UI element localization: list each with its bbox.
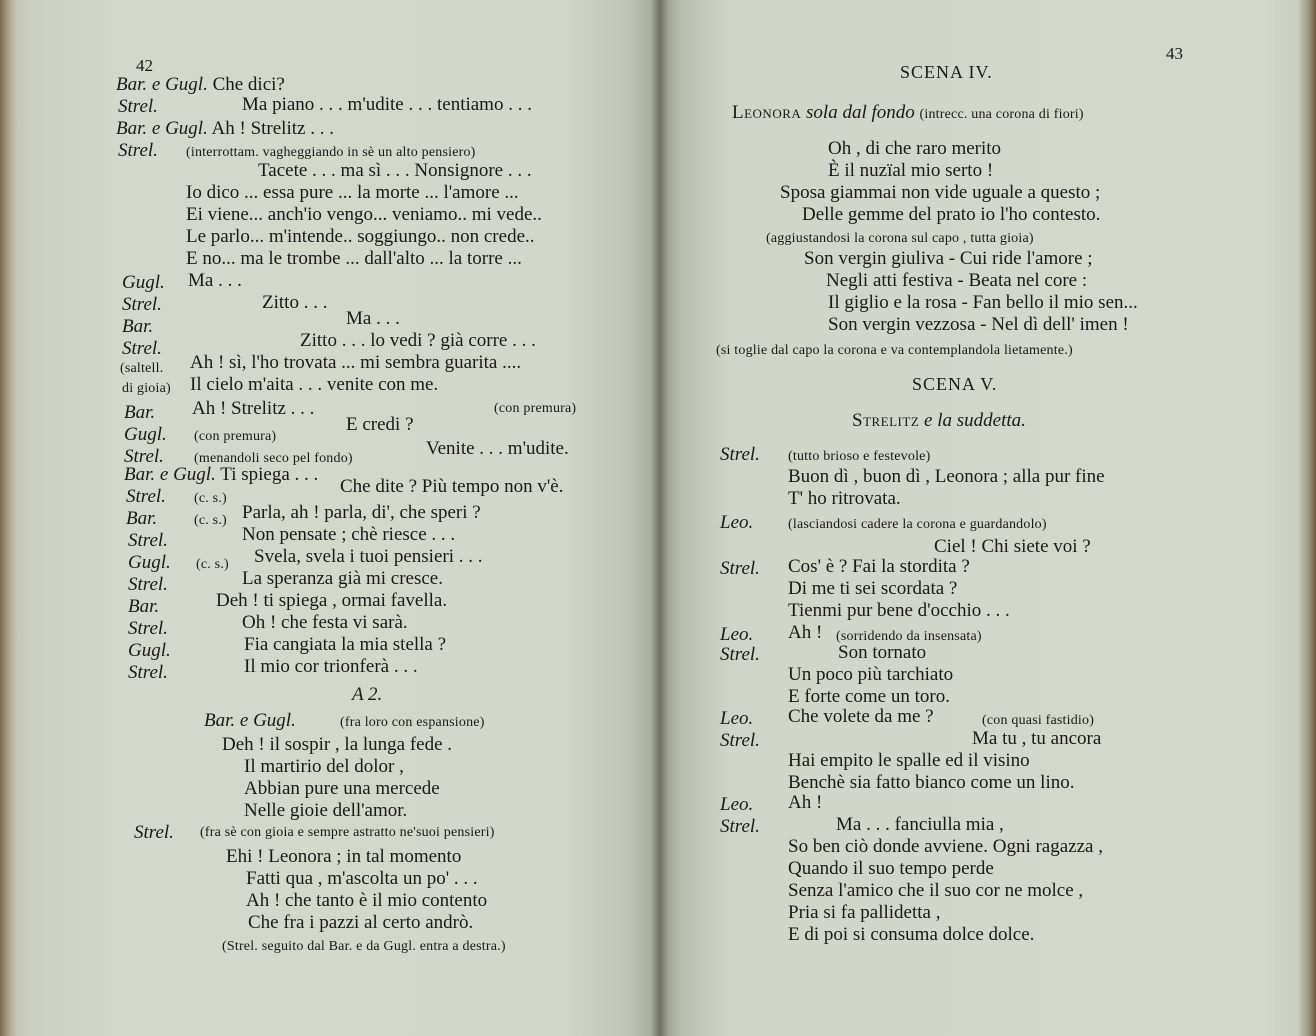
stage-direction: (c. s.) <box>194 491 227 506</box>
speaker: Bar. <box>128 596 160 617</box>
line-text: Son vergin vezzosa - Nel dì dell' imen ! <box>828 314 1129 335</box>
line-text: Che dici? <box>212 74 285 95</box>
line-text: Ma . . . <box>188 270 242 291</box>
line-text: Ehi ! Leonora ; in tal momento <box>226 846 462 867</box>
stage-direction: (sorridendo da insensata) <box>836 629 982 644</box>
line-text: Oh ! che festa vi sarà. <box>242 612 408 633</box>
line-text: Buon dì , buon dì , Leonora ; alla pur fine <box>788 466 1105 487</box>
line-text: Di me ti sei scordata ? <box>788 578 958 599</box>
line-text: Senza l'amico che il suo cor ne molce , <box>788 880 1084 901</box>
speaker: Strel. <box>122 338 162 359</box>
speaker: Bar. e Gugl. <box>116 74 208 95</box>
stage-direction: (con premura) <box>194 429 277 444</box>
line-text: Pria si fa pallidetta , <box>788 902 941 923</box>
line-text: Tacete . . . ma sì . . . Nonsignore . . . <box>258 160 532 181</box>
line-text: Benchè sia fatto bianco come un lino. <box>788 772 1075 793</box>
speaker: Bar. e Gugl. <box>124 464 216 485</box>
speaker: Strel. <box>720 730 760 751</box>
line-text: T' ho ritrovata. <box>788 488 901 509</box>
line-text: Cos' è ? Fai la stordita ? <box>788 556 970 577</box>
line-text: Ah ! <box>788 792 823 813</box>
line-text: Venite . . . m'udite. <box>426 438 569 459</box>
line-text: E no... ma le trombe ... dall'alto ... la torre ... <box>186 248 522 269</box>
line-text: Zitto . . . lo vedi ? già corre . . . <box>300 330 536 351</box>
scene-subtitle <box>852 410 1026 432</box>
line-text: Le parlo... m'intende.. soggiungo.. non crede.. <box>186 226 535 247</box>
line-text: Ah ! <box>788 622 823 643</box>
speaker: Strel. <box>128 574 168 595</box>
scene-subtitle <box>732 102 1084 126</box>
speaker: Bar. <box>126 508 158 529</box>
speaker: Strel. <box>128 662 168 683</box>
speaker: Bar. <box>122 316 154 337</box>
speaker: Strel. <box>122 294 162 315</box>
line-text: Delle gemme del prato io l'ho contesto. <box>802 204 1101 225</box>
section-heading: A 2. <box>352 684 383 705</box>
speaker: Gugl. <box>128 552 171 573</box>
line-text: Son vergin giuliva - Cui ride l'amore ; <box>804 248 1093 269</box>
left-book-edge <box>0 0 18 1036</box>
character-name: Leonora <box>732 102 802 123</box>
speaker: Strel. <box>720 816 760 837</box>
line-text: Il martirio del dolor , <box>244 756 404 777</box>
book-gutter <box>652 0 668 1036</box>
speaker: Strel. <box>720 558 760 579</box>
line-text: Fia cangiata la mia stella ? <box>244 634 447 655</box>
speaker: Strel. <box>118 96 158 117</box>
speaker: Bar. e Gugl. <box>204 710 296 731</box>
line-text: Ti spiega . . . <box>220 464 319 485</box>
line-text: Tienmi pur bene d'occhio . . . <box>788 600 1010 621</box>
right-book-edge <box>1298 0 1316 1036</box>
scene-title: SCENA V. <box>912 374 998 394</box>
speaker: Bar. <box>124 402 156 423</box>
line-text: Ma . . . fanciulla mia , <box>836 814 1004 835</box>
speaker: Strel. <box>128 530 168 551</box>
text-line <box>116 118 334 140</box>
speaker: Strel. <box>128 618 168 639</box>
speaker: Strel. <box>720 644 760 665</box>
speaker: Leo. <box>720 512 754 533</box>
line-text: Sposa giammai non vide uguale a questo ; <box>780 182 1101 203</box>
line-text: Negli atti festiva - Beata nel core : <box>826 270 1088 291</box>
line-text: Ah ! che tanto è il mio contento <box>246 890 488 911</box>
line-text: Oh , di che raro merito <box>828 138 1002 159</box>
text-line <box>116 74 285 96</box>
stage-direction: (c. s.) <box>194 513 227 528</box>
line-text: Non pensate ; chè riesce . . . <box>242 524 456 545</box>
stage-direction: (aggiustandosi la corona sul capo , tutta gioia) <box>766 231 1034 246</box>
stage-direction: (tutto brioso e festevole) <box>788 449 931 464</box>
stage-direction: (c. s.) <box>196 557 229 572</box>
character-name: Strelitz <box>852 410 920 431</box>
line-text: Deh ! ti spiega , ormai favella. <box>216 590 448 611</box>
line-text: Ah ! sì, l'ho trovata ... mi sembra guarita .... <box>190 352 522 373</box>
stage-direction: (fra sè con gioia e sempre astratto ne'suoi pensieri) <box>200 825 495 840</box>
line-text: Ma tu , tu ancora <box>972 728 1102 749</box>
line-text: Ma piano . . . m'udite . . . tentiamo . . . <box>242 94 532 115</box>
text-line <box>124 464 318 486</box>
line-text: La speranza già mi cresce. <box>242 568 443 589</box>
page-number-left: 42 <box>136 56 153 75</box>
speaker: Leo. <box>720 708 754 729</box>
line-text: Hai empito le spalle ed il visino <box>788 750 1030 771</box>
line-text: Ah ! Strelitz . . . <box>211 118 334 139</box>
stage-direction: (lasciandosi cadere la corona e guardandolo) <box>788 517 1047 532</box>
line-text: E credi ? <box>346 414 414 435</box>
speaker: Bar. e Gugl. <box>116 118 208 139</box>
line-text: Zitto . . . <box>262 292 328 313</box>
line-text: Ei viene... anch'io vengo... veniamo.. mi vede.. <box>186 204 542 225</box>
line-text: Quando il suo tempo perde <box>788 858 994 879</box>
line-text: Il giglio e la rosa - Fan bello il mio sen... <box>828 292 1138 313</box>
line-text: Svela, svela i tuoi pensieri . . . <box>254 546 483 567</box>
line-text: È il nuzïal mio serto ! <box>828 160 994 181</box>
speaker: Gugl. <box>128 640 171 661</box>
speaker: Gugl. <box>124 424 167 445</box>
line-text: Il cielo m'aita . . . venite con me. <box>190 374 439 395</box>
speaker: Strel. <box>124 446 164 467</box>
line-text: Un poco più tarchiato <box>788 664 954 685</box>
stage-direction: (menandoli seco pel fondo) <box>194 451 353 466</box>
line-text: Abbian pure una mercede <box>244 778 440 799</box>
line-text: Son tornato <box>838 642 927 663</box>
line-text: Che fra i pazzi al certo andrò. <box>248 912 474 933</box>
stage-direction: (saltell. <box>120 361 164 376</box>
line-text: Fatti qua , m'ascolta un po' . . . <box>246 868 478 889</box>
subtitle-italic: e la suddetta. <box>924 410 1026 431</box>
line-text: Nelle gioie dell'amor. <box>244 800 408 821</box>
stage-direction: (con quasi fastidio) <box>982 713 1095 728</box>
stage-direction: di gioia) <box>122 381 171 396</box>
line-text: Che dite ? Più tempo non v'è. <box>340 476 564 497</box>
stage-direction: (intrecc. una corona di fiori) <box>919 107 1084 122</box>
line-text: Deh ! il sospir , la lunga fede . <box>222 734 453 755</box>
speaker: Leo. <box>720 794 754 815</box>
line-text: Io dico ... essa pure ... la morte ... l'amore ... <box>186 182 519 203</box>
stage-direction: (interrottam. vagheggiando in sè un alto pensiero) <box>186 145 476 160</box>
line-text: E di poi si consuma dolce dolce. <box>788 924 1035 945</box>
speaker: Gugl. <box>122 272 165 293</box>
line-text: E forte come un toro. <box>788 686 950 707</box>
line-text: Il mio cor trionferà . . . <box>244 656 418 677</box>
subtitle-italic: sola dal fondo <box>806 102 915 123</box>
line-text: Che volete da me ? <box>788 706 934 727</box>
speaker: Strel. <box>118 140 158 161</box>
line-text: So ben ciò donde avviene. Ogni ragazza , <box>788 836 1103 857</box>
stage-direction: (fra loro con espansione) <box>340 715 485 730</box>
stage-direction: (con premura) <box>494 401 577 416</box>
line-text: Parla, ah ! parla, di', che speri ? <box>242 502 481 523</box>
scene-title: SCENA IV. <box>900 62 993 82</box>
stage-direction: (Strel. seguito dal Bar. e da Gugl. entra a destra.) <box>222 939 506 954</box>
speaker: Strel. <box>126 486 166 507</box>
speaker: Strel. <box>134 822 174 843</box>
stage-direction: (si toglie dal capo la corona e va contemplandola lietamente.) <box>716 343 1073 358</box>
speaker: Strel. <box>720 444 760 465</box>
line-text: Ciel ! Chi siete voi ? <box>934 536 1091 557</box>
page-number-right: 43 <box>1166 44 1183 63</box>
line-text: Ma . . . <box>346 308 400 329</box>
line-text: Ah ! Strelitz . . . <box>192 398 315 419</box>
speaker: Leo. <box>720 624 754 645</box>
